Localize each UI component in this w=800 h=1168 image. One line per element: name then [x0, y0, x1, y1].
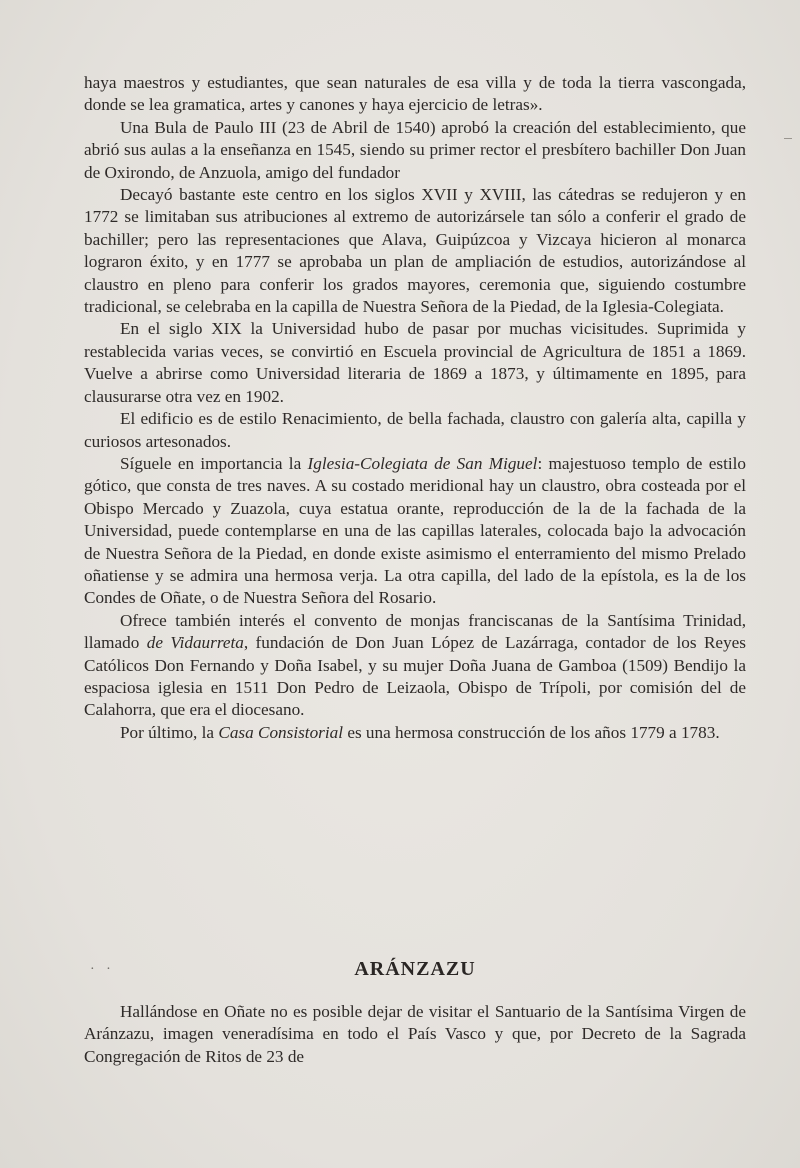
paragraph	[84, 453, 746, 610]
text-run: Por último, la	[120, 722, 219, 742]
text-run: haya maestros y estudiantes, que sean naturales de esa villa y de toda la tierra vascongada, donde se lea gramatica, artes y canones y haya ejercicio de letras».	[84, 73, 746, 115]
text-run: Ofrece también interés el convento de monjas franciscanas de la Santísima Trinidad, llamado	[84, 610, 746, 653]
text-run: Una Bula de Paulo III (23 de Abril de 1540) aprobó la creación del establecimiento, que abrió sus aulas a la enseñanza en 1545, siendo su primer rector el presbítero bachiller Don Juan de Oxirondo, de Anzuola, amigo del fundador	[84, 117, 746, 182]
paragraph	[84, 318, 746, 408]
section-heading-row	[84, 958, 746, 988]
section-body-text	[84, 1001, 746, 1068]
paragraph	[84, 184, 746, 318]
italic-title: Iglesia-Colegiata de San Miguel	[307, 453, 538, 473]
body-text	[84, 72, 746, 744]
text-run: : majestuoso templo de estilo gótico, que consta de tres naves. A su costado meridional hay un claustro, obra costeada por el Obispo Mercado y Zuazola, cuya estatua orante, reproducción de la de la fachada de la Universidad, puede contemplarse en una de las capillas laterales, colocada bajo la advocación de Nuestra Señora de la Piedad, en donde existe asimismo el enterramiento del mismo Prelado oñatiense y se admira una hermosa verja. La otra capilla, del lado de la epístola, es la de los Condes de Oñate, o de Nuestra Señora del Rosario.	[84, 453, 746, 608]
paragraph	[84, 1001, 746, 1068]
paragraph	[84, 72, 746, 117]
text-run: El edificio es de estilo Renacimiento, de bella fachada, claustro con galería alta, capilla y curiosos artesonados.	[84, 409, 746, 451]
paragraph	[84, 610, 746, 722]
section-heading-aranzazu: ARÁNZAZU	[354, 958, 476, 980]
text-run: En el siglo XIX la Universidad hubo de pasar por muchas vicisitudes. Suprimida y restablecida varias veces, se convirtió en Escuela provincial de Agricultura de 1851 a 1869. Vuelve a abrirse como Universidad literaria de 1869 a 1873, y últimamente en 1895, para clausurarse otra vez en 1902.	[84, 319, 746, 406]
paragraph	[84, 408, 746, 453]
margin-dots: · ·	[90, 962, 115, 977]
text-run: Hallándose en Oñate no es posible dejar de visitar el Santuario de la Santísima Virgen de Aránzazu, imagen veneradísima en todo el País Vasco y que, por Decreto de la Sagrada Congregación de Ritos de 23 de	[84, 1002, 746, 1066]
paragraph	[84, 722, 746, 744]
text-run: es una hermosa construcción de los años 1779 a 1783.	[343, 722, 720, 742]
text-run: , fundación de Don Juan López de Lazárraga, contador de los Reyes Católicos Don Fernando y Doña Isabel, y su mujer Doña Juana de Gamboa (1509) Bendijo la espaciosa iglesia en 1511 Don Pedro de Leizaola, Obispo de Trípoli, por comisión del de Calahorra, que era el diocesano.	[84, 633, 746, 720]
paragraph	[84, 117, 746, 184]
text-run: Decayó bastante este centro en los siglos XVII y XVIII, las cátedras se redujeron y en 1772 se limitaban sus atribuciones al extremo de autorizársele tan sólo a conferir el grado de bachiller; pero las representaciones que Alava, Guipúzcoa y Vizcaya hicieron al monarca lograron éxito, y en 1777 se aprobaba un plan de ampliación de estudios, autorizándose al claustro en pleno para conferir los grados mayores, ceremonia que, siguiendo costumbre tradicional, se celebraba en la capilla de Nuestra Señora de la Piedad, de la Iglesia-Colegiata.	[84, 185, 746, 317]
margin-mark	[784, 138, 792, 139]
italic-title: de Vidaurreta	[146, 633, 244, 653]
text-run: Síguele en importancia la	[120, 453, 308, 473]
italic-title: Casa Consistorial	[218, 722, 344, 742]
